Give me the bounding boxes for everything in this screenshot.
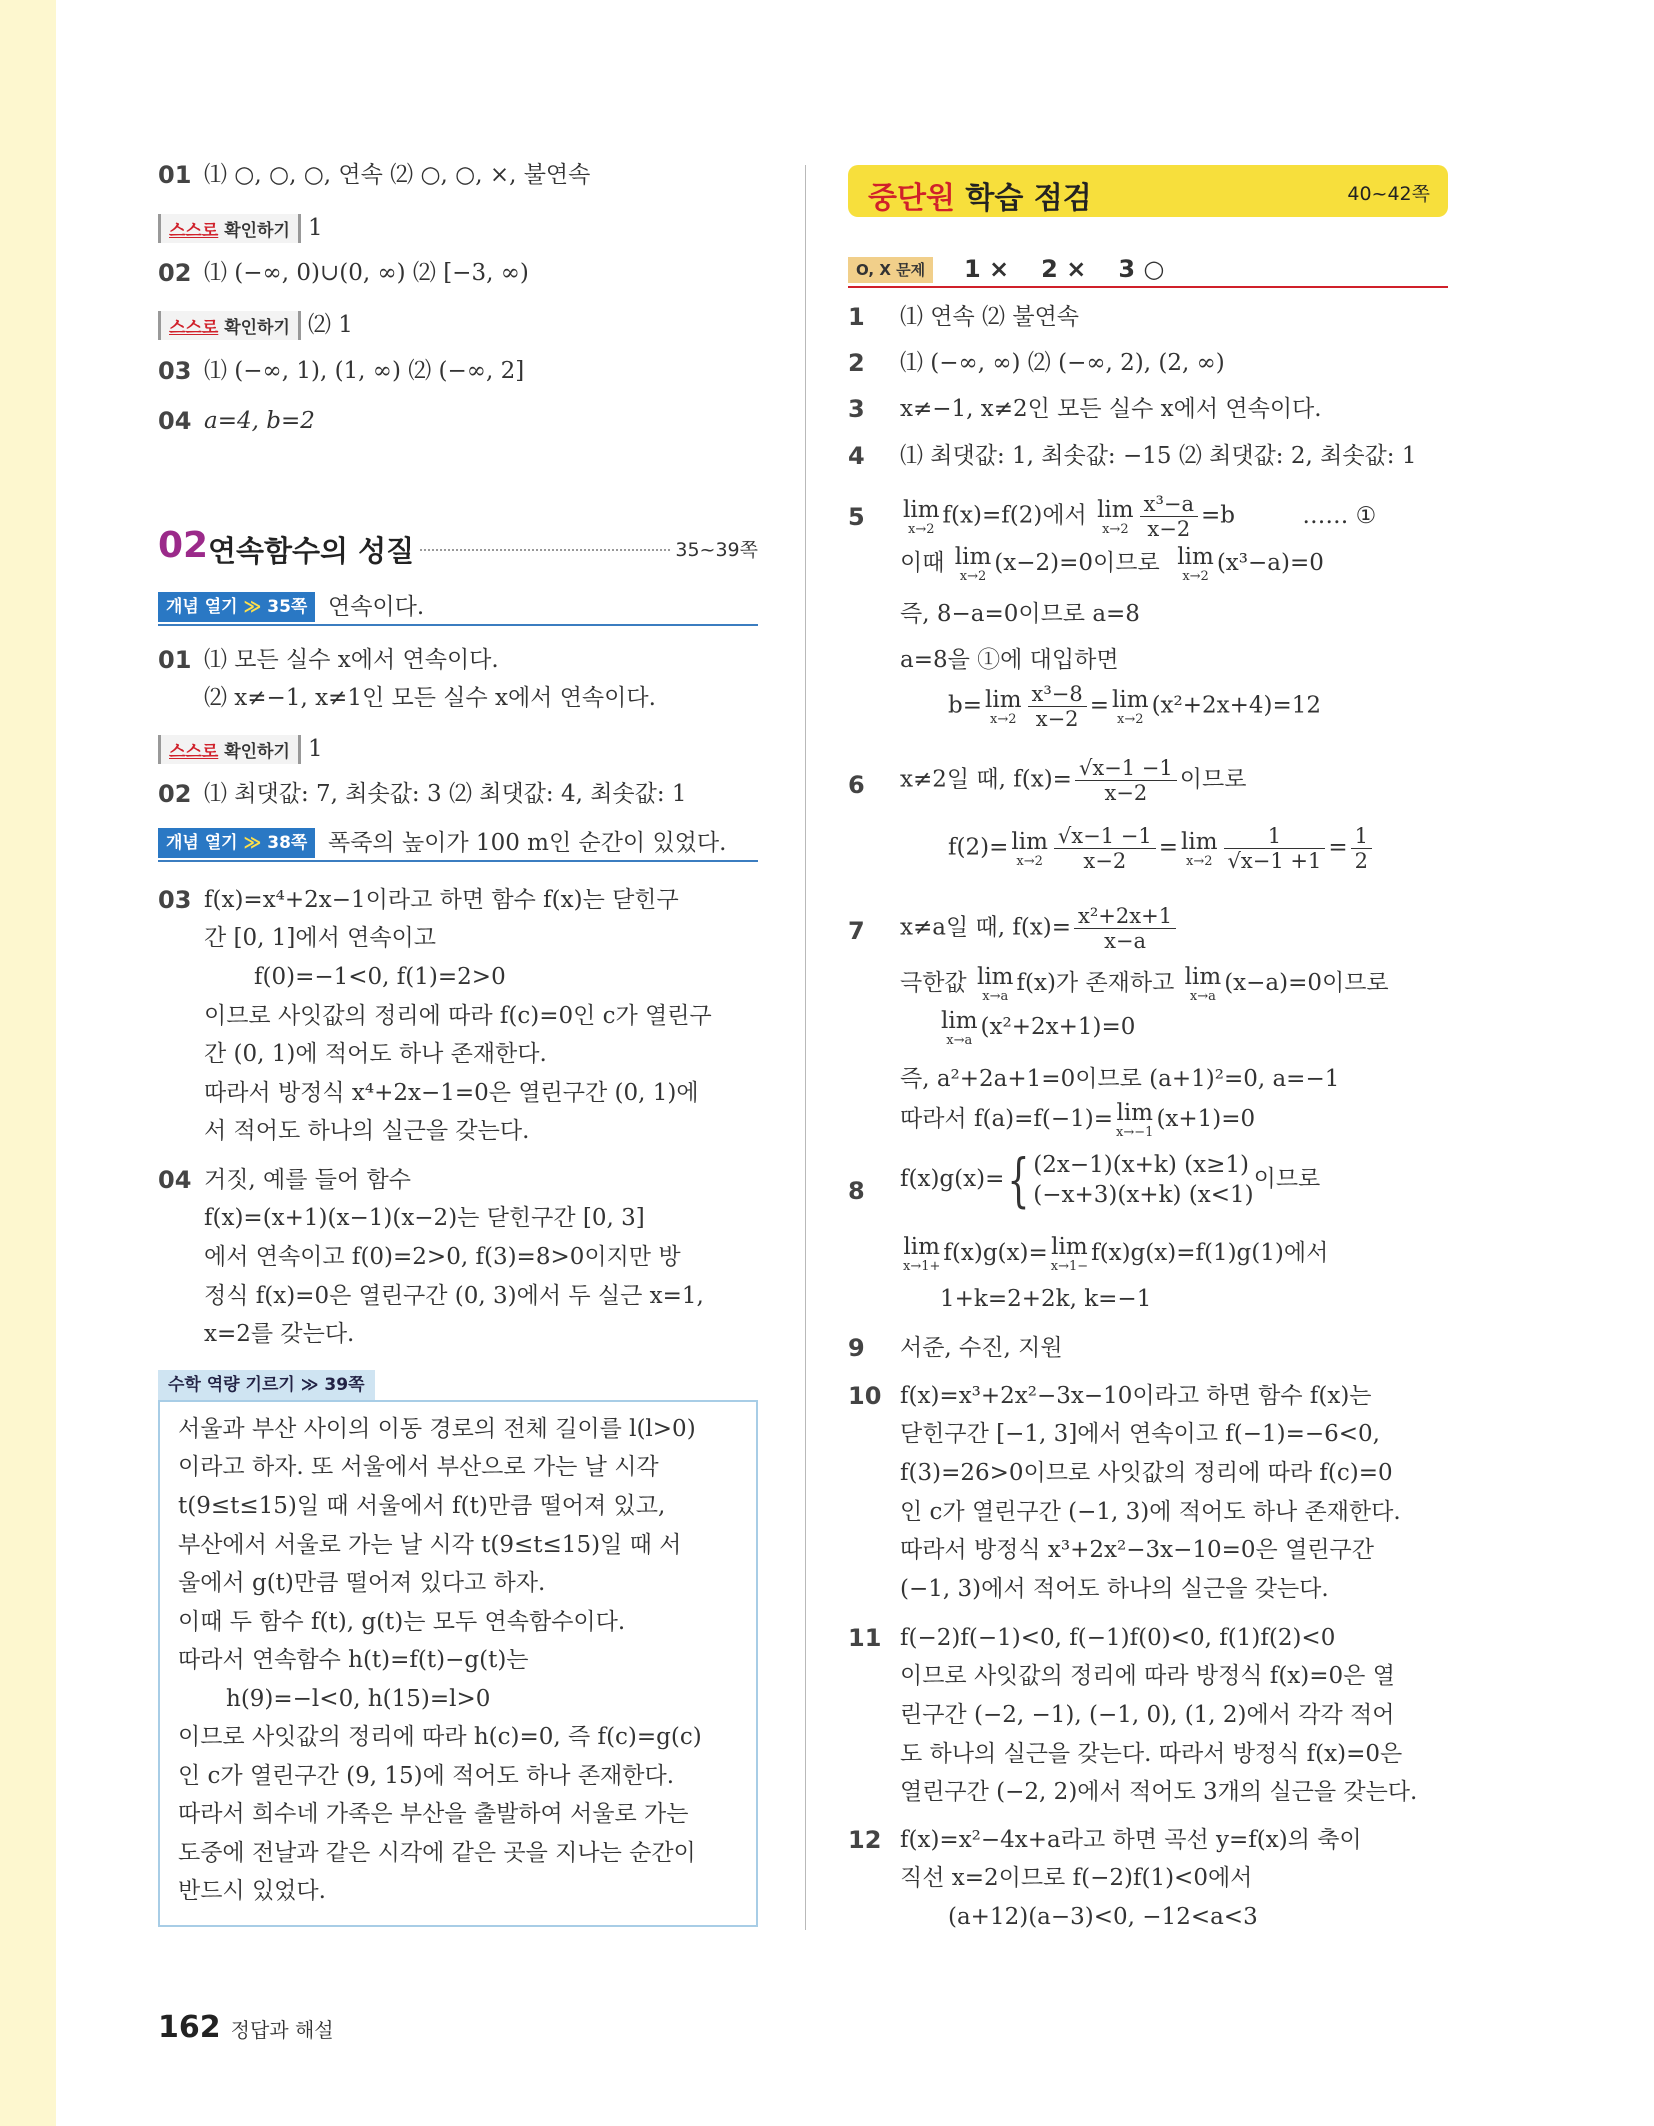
page-margin-strip — [0, 0, 56, 2126]
self-check-label: 스스로 확인하기 — [158, 311, 301, 340]
limit: lim x→2 — [954, 544, 992, 584]
limit: lim x→2 — [1177, 544, 1214, 584]
section-pages: 35~39쪽 — [675, 539, 758, 561]
ox-underline — [848, 286, 1448, 288]
concept-text: 연속이다. — [328, 594, 425, 620]
column-divider — [805, 165, 806, 1930]
limit: lim x→2 — [1097, 496, 1134, 537]
limit: lim x→2 — [1181, 828, 1218, 869]
fraction: $\frac{√x-1 -1}{x-2}$ — [1075, 756, 1177, 805]
self-check-value: 1 — [308, 215, 323, 241]
limit: lim x→2 — [985, 686, 1022, 727]
unit-review-header — [848, 165, 1448, 217]
limit: lim x→2 — [1011, 828, 1048, 869]
limit: lim x→1− — [1050, 1234, 1089, 1274]
limit: lim x→a — [976, 964, 1014, 1004]
unit-review-pages: 40~42쪽 — [1347, 183, 1430, 205]
section-heading — [158, 525, 758, 569]
concept-text: 폭죽의 높이가 100 m인 순간이 있었다. — [328, 830, 727, 856]
ox-tag: O, X 문제 — [848, 257, 933, 283]
limit: lim x→a — [941, 1008, 978, 1048]
section-title: 연속함수의 성질 — [208, 534, 415, 568]
fraction: $\frac{√x-1 -1}{x-2}$ — [1054, 824, 1156, 873]
fraction: $\frac{1}{2}$ — [1351, 824, 1372, 873]
concept-open-35 — [158, 592, 758, 626]
review-7: 7 x≠a일 때, f(x)= $\frac{\text{x²+2x+1}}{x-a}$ 극한값 lim x→a f(x)가 존재하고 lim x→a (x−a)=0이므로 lim x→a (x²+2x+1)=0 즉, a²+2a+1=0이므로 (a+1)²=0, a=−1 따라서 f(a)=f(−1)= lim x→−1 (x+1)=0 — [848, 904, 1389, 1140]
fraction: $\frac{\text{x²+2x+1}}{x-a}$ — [1074, 904, 1176, 953]
footer-text: 정답과 해설 — [230, 2018, 334, 2042]
section-number: 02 — [158, 525, 209, 566]
limit: lim x→−1 — [1116, 1100, 1154, 1140]
piecewise-cases: (2x−1)(x+k) (x≥1) (−x+3)(x+k) (x<1) — [1033, 1152, 1254, 1208]
self-check-value: 1 — [308, 736, 323, 762]
section-dots — [420, 549, 670, 551]
unit-review-title: 중단원 학습 점검 — [868, 181, 1092, 216]
concept-tag: 개념 열기 ≫ 38쪽 — [158, 828, 315, 858]
limit: lim x→1+ — [903, 1234, 941, 1274]
piecewise-brace: { — [1007, 1146, 1030, 1214]
review-6: 6 x≠2일 때, f(x)= $\frac{√x-1 -1}{x-2}$ 이므로 f(2)= lim x→2 $\frac{√x-1 -1}{x-2}$ = lim x→2 $\frac{1}{√x-1 +1}$ = $\frac{1}{2}$ — [848, 756, 1448, 896]
ox-questions — [848, 255, 1448, 287]
ox-answers: 1 × 2 × 3 ○ — [964, 255, 1165, 283]
concept-tag: 개념 열기 ≫ 35쪽 — [158, 592, 315, 622]
page-number: 162 — [158, 2010, 221, 2045]
limit: lim x→a — [1184, 964, 1222, 1004]
limit: lim x→2 — [903, 496, 940, 537]
review-5: 5 lim x→2 f(x)=f(2)에서 lim x→2 $\frac{\text{x³−a}}{x-2}$ =b …… ① 이때 lim x→2 (x−2)=0이므로 lim x→2 (x³−a)=0 즉, 8−a=0이므로 a=8 a=8을 ①에 대입하면 b= lim x→2 $\frac{\text{x³−8}}{x-2}$ = lim x→2 (x²+2x+4)=12 — [848, 492, 1377, 731]
review-8: 8 f(x)g(x)={ (2x−1)(x+k) (x≥1) (−x+3)(x+k) (x<1) 이므로 lim x→1+ f(x)g(x)= lim x→1− f(x)g(x)=f(1)g(1)에서 1+k=2+2k, k=−1 — [848, 1146, 1329, 1312]
concept-open-38 — [158, 828, 758, 862]
self-check-label: 스스로 확인하기 — [158, 735, 301, 764]
math-competency-tag: 수학 역량 기르기 ≫ 39쪽 — [158, 1370, 375, 1400]
page-footer — [158, 2010, 334, 2045]
fraction: $\frac{1}{√x-1 +1}$ — [1224, 824, 1326, 873]
self-check-label: 스스로 확인하기 — [158, 214, 301, 243]
fraction: $\frac{\text{x³−a}}{x-2}$ — [1140, 492, 1198, 541]
fraction: $\frac{\text{x³−8}}{x-2}$ — [1028, 682, 1087, 731]
self-check-value: ⑵ 1 — [308, 312, 353, 338]
limit: lim x→2 — [1112, 686, 1149, 727]
math-competency-box: 서울과 부산 사이의 이동 경로의 전체 길이를 l(l>0) 이라고 하자. 또 서울에서 부산으로 가는 날 시각 t(9≤t≤15)일 때 서울에서 f(t)만큼 떨어져 있고, 부산에서 서울로 가는 날 시각 t(9≤t≤15)일 때 서 울에서 g(t)만큼 떨어져 있다고 하자. 이때 두 함수 f(t), g(t)는 모두 연속함수이다. 따라서 연속함수 h(t)=f(t)−g(t)는 h(9)=−l<0, h(15)=l>0 이므로 사잇값의 정리에 따라 h(c)=0, 즉 f(c)=g(c) 인 c가 열린구간 (9, 15)에 적어도 하나 존재한다. 따라서 희수네 가족은 부산을 출발하여 서울로 가는 도중에 전날과 같은 시각에 같은 곳을 지나는 순간이 반드시 있었다. — [158, 1400, 758, 1927]
